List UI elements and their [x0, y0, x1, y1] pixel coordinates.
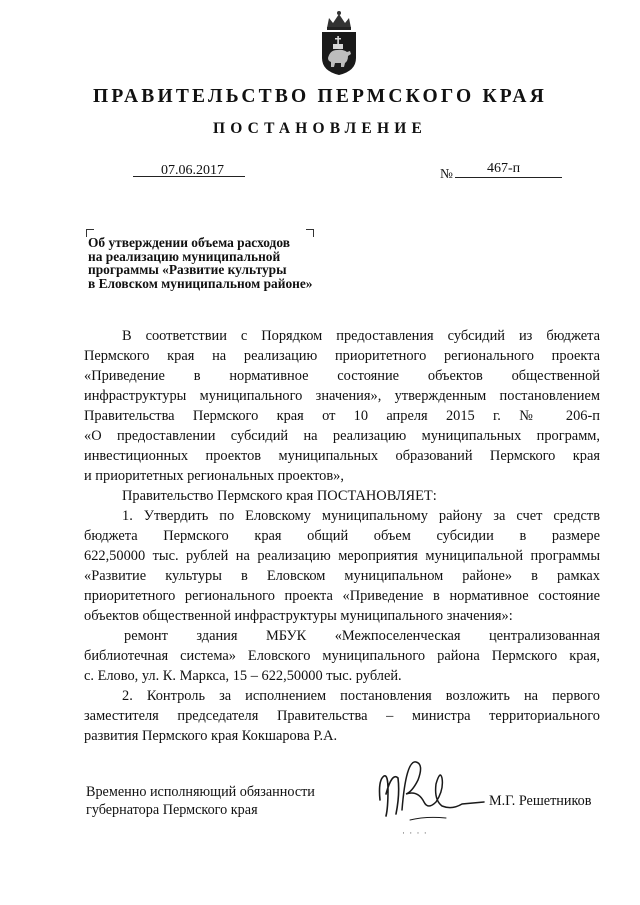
body-line: В соответствии с Порядком предоставления субсидий из бюджета	[122, 328, 600, 344]
body-line: «Приведение в нормативное состояние объектов общественной	[84, 368, 600, 384]
subject-line: на реализацию муниципальной	[88, 248, 281, 264]
number-underline	[455, 177, 562, 178]
number-sign: №	[440, 166, 453, 181]
item-1-detail-line: с. Елово, ул. К. Маркса, 15 – 622,50000 тыс. рублей.	[84, 668, 402, 684]
coat-of-arms-emblem	[318, 8, 360, 76]
item-1-line: 622,50000 тыс. рублей на реализацию мероприятия муниципальной программы	[84, 548, 600, 564]
item-1-line: объектов общественной инфраструктуры муниципального значения»:	[84, 608, 513, 624]
item-1-line: «Развитие культуры в Еловском муниципальном районе» в рамках	[84, 568, 600, 584]
subject-line: программы «Развитие культуры	[88, 262, 287, 277]
document-subject	[88, 236, 348, 290]
item-2-line: развития Пермского края Кокшарова Р.А.	[84, 728, 338, 744]
signatory-position-line: Временно исполняющий обязанности	[86, 784, 315, 800]
subject-line: Об утверждении объема расходов	[88, 235, 290, 250]
scan-artifact: · · · ·	[402, 828, 428, 838]
body-line: Правительства Пермского края от 10 апреля 2015 г. № 206-п	[84, 408, 600, 424]
item-1-detail-line: библиотечная система» Еловского муниципального района Пермского края,	[84, 648, 600, 664]
body-line: инвестиционных проектов муниципальных образований Пермского края	[84, 448, 600, 464]
document-date: 07.06.2017	[161, 163, 224, 178]
body-line: и приоритетных региональных проектов»,	[84, 468, 344, 484]
item-1-line: 1. Утвердить по Еловскому муниципальному району за счет средств	[122, 508, 600, 524]
document-type-title: ПОСТАНОВЛЕНИЕ	[212, 120, 428, 137]
item-2-line: заместителя председателя Правительства – министра территориального	[84, 708, 600, 724]
item-1-line: бюджета Пермского края общий объем субсидии в размере	[84, 528, 600, 544]
body-line: Пермского края на реализацию приоритетного регионального проекта	[84, 348, 600, 364]
government-title: ПРАВИТЕЛЬСТВО ПЕРМСКОГО КРАЯ	[93, 86, 547, 107]
resolution-line: Правительство Пермского края ПОСТАНОВЛЯЕТ:	[122, 488, 437, 504]
signatory-name: М.Г. Решетников	[489, 793, 592, 809]
body-line: инфраструктуры муниципального значения», утвержденным постановлением	[84, 388, 600, 404]
item-1-detail-line: ремонт здания МБУК «Межпоселенческая централизованная	[124, 628, 600, 644]
item-1-line: приоритетного регионального проекта «Приведение в нормативное состояние	[84, 588, 600, 604]
handwritten-signature	[366, 750, 486, 832]
signatory-position	[86, 783, 315, 819]
document-number: 467-п	[487, 161, 521, 176]
body-line: «О предоставлении субсидий на реализацию муниципальных программ,	[84, 428, 600, 444]
subject-line: в Еловском муниципальном районе»	[88, 275, 313, 291]
signatory-position-line: губернатора Пермского края	[86, 802, 258, 818]
document-body	[84, 326, 600, 746]
item-2-line: 2. Контроль за исполнением постановления возложить на первого	[122, 688, 600, 704]
